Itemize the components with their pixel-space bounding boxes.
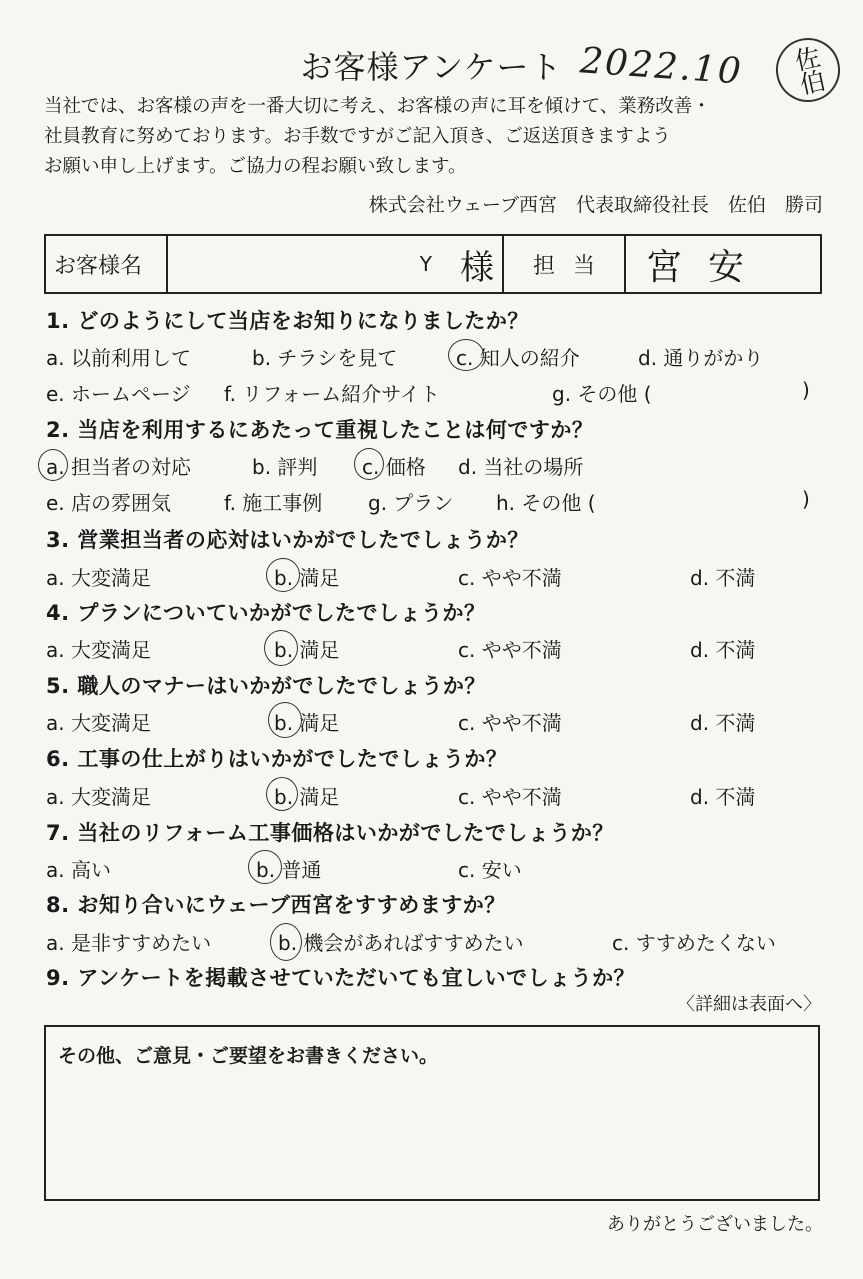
intro-text	[44, 92, 844, 182]
seal-stamp-text: 佐伯	[792, 42, 829, 100]
question-1: 1. どのようにして当店をお知りになりましたか？	[46, 309, 529, 333]
q4-option-a[interactable]: a. 大変満足	[46, 638, 151, 662]
q2-option-e[interactable]: e. 店の雰囲気	[46, 491, 172, 515]
q1-option-d[interactable]: d. 通りがかり	[638, 346, 764, 370]
question-3: 3. 営業担当者の応対はいかがでしたでしょうか？	[46, 528, 529, 552]
q4-option-c[interactable]: c. やや不満	[458, 638, 562, 662]
answer-circle	[268, 702, 302, 738]
paren-close: )	[802, 487, 810, 511]
thanks-text: ありがとうございました。	[607, 1214, 823, 1235]
q6-option-c[interactable]: c. やや不満	[458, 785, 562, 809]
question-2-options	[46, 487, 826, 517]
q2-option-h[interactable]: h. その他 (	[496, 491, 596, 515]
q2-option-a[interactable]: a. 担当者の対応	[46, 455, 191, 479]
intro-line: 当社では、お客様の声を一番大切に考え、お客様の声に耳を傾けて、業務改善・	[44, 96, 711, 117]
q1-option-e[interactable]: e. ホームページ	[46, 382, 191, 406]
comment-box[interactable]	[44, 1025, 820, 1201]
question-9: 9. アンケートを掲載させていただいても宜しいでしょうか？	[46, 966, 636, 990]
answer-circle	[38, 449, 68, 481]
q5-option-b[interactable]: b. 満足	[274, 711, 340, 735]
q8-option-c[interactable]: c. すすめたくない	[612, 931, 776, 955]
staff-name-value: 宮安	[646, 246, 771, 288]
honorific: 様	[460, 247, 494, 288]
paren-close: )	[802, 378, 810, 402]
answer-circle	[264, 630, 298, 666]
question-5: 5. 職人のマナーはいかがでしたでしょうか？	[46, 674, 486, 698]
q6-option-d[interactable]: d. 不満	[690, 785, 756, 809]
q4-option-b[interactable]: b. 満足	[274, 638, 340, 662]
answer-circle	[266, 777, 298, 811]
q2-option-d[interactable]: d. 当社の場所	[458, 455, 584, 479]
customer-name-label: お客様名	[46, 236, 168, 292]
q2-option-c[interactable]: c. 価格	[362, 455, 426, 479]
q3-option-a[interactable]: a. 大変満足	[46, 566, 151, 590]
question-2: 2. 当店を利用するにあたって重視したことは何ですか？	[46, 418, 594, 442]
question-8-options	[46, 927, 826, 957]
survey-title: お客様アンケート	[300, 48, 563, 86]
q7-option-b[interactable]: b. 普通	[256, 858, 322, 882]
staff-label: 担当	[504, 236, 626, 292]
company-signature: 株式会社ウェーブ西宮 代表取締役社長 佐伯 勝司	[368, 194, 823, 216]
q1-option-f[interactable]: f. リフォーム紹介サイト	[224, 382, 440, 406]
q2-option-f[interactable]: f. 施工事例	[224, 491, 323, 515]
question-2-options	[46, 451, 826, 481]
q5-option-d[interactable]: d. 不満	[690, 711, 756, 735]
detail-note: 〈詳細は表面へ〉	[677, 994, 821, 1015]
question-4-options	[46, 634, 826, 664]
question-1-options	[46, 378, 826, 408]
question-7: 7. 当社のリフォーム工事価格はいかがでしたでしょうか？	[46, 821, 614, 845]
q5-option-c[interactable]: c. やや不満	[458, 711, 562, 735]
question-1-options	[46, 342, 826, 372]
answer-circle	[354, 448, 384, 480]
answer-circle	[270, 923, 302, 961]
q5-option-a[interactable]: a. 大変満足	[46, 711, 151, 735]
answer-circle	[266, 558, 300, 592]
q1-option-a[interactable]: a. 以前利用して	[46, 346, 191, 370]
customer-name-table	[44, 234, 822, 294]
question-3-options	[46, 562, 826, 592]
q8-option-b[interactable]: b. 機会があればすすめたい	[278, 931, 524, 955]
question-6: 6. 工事の仕上がりはいかがでしたでしょうか？	[46, 747, 508, 771]
q3-option-b[interactable]: b. 満足	[274, 566, 340, 590]
q1-option-c[interactable]: c. 知人の紹介	[456, 346, 580, 370]
handwritten-date: 2022.10	[578, 40, 745, 93]
q2-option-b[interactable]: b. 評判	[252, 455, 318, 479]
q7-option-a[interactable]: a. 高い	[46, 858, 111, 882]
q2-option-g[interactable]: g. プラン	[368, 491, 454, 515]
q1-option-g[interactable]: g. その他 (	[552, 382, 652, 406]
staff-name-field[interactable]	[626, 236, 820, 292]
q6-option-b[interactable]: b. 満足	[274, 785, 340, 809]
question-5-options	[46, 707, 826, 737]
comment-label: その他、ご意見・ご要望をお書きください。	[58, 1045, 439, 1067]
intro-line: 社員教育に努めております。お手数ですがご記入頂き、ご返送頂きますよう	[44, 126, 671, 147]
q1-option-b[interactable]: b. チラシを見て	[252, 346, 398, 370]
question-4: 4. プランについていかがでしたでしょうか？	[46, 601, 486, 625]
q6-option-a[interactable]: a. 大変満足	[46, 785, 151, 809]
question-8: 8. お知り合いにウェーブ西宮をすすめますか？	[46, 893, 506, 917]
question-6-options	[46, 781, 826, 811]
answer-circle	[248, 850, 282, 884]
customer-name-field[interactable]	[168, 236, 504, 292]
q3-option-d[interactable]: d. 不満	[690, 566, 756, 590]
q8-option-a[interactable]: a. 是非すすめたい	[46, 931, 212, 955]
q3-option-c[interactable]: c. やや不満	[458, 566, 562, 590]
customer-name-value: Y	[419, 252, 432, 276]
q4-option-d[interactable]: d. 不満	[690, 638, 756, 662]
question-7-options	[46, 854, 826, 884]
q7-option-c[interactable]: c. 安い	[458, 858, 522, 882]
answer-circle	[448, 339, 484, 371]
intro-line: お願い申し上げます。ご協力の程お願い致します。	[44, 156, 467, 177]
